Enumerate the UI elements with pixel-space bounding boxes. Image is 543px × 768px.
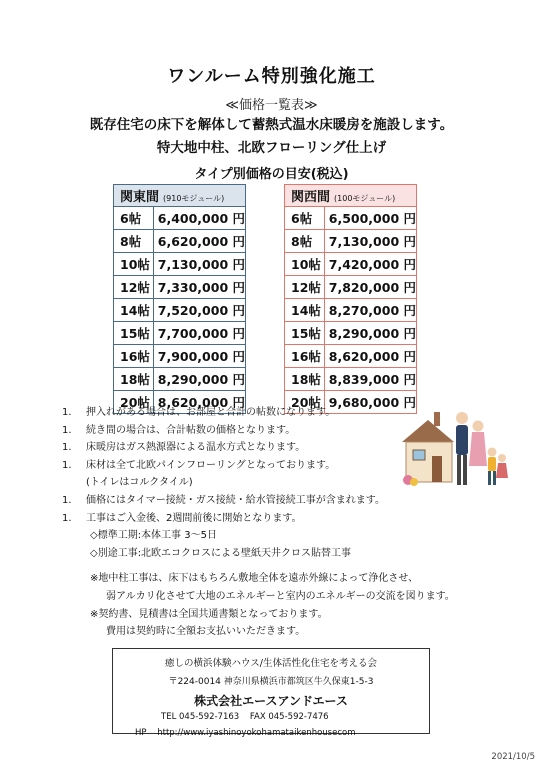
page-subtitle: ≪価格一覧表≫	[225, 98, 318, 113]
father-body	[456, 425, 468, 455]
size-cell: 6帖	[285, 207, 325, 230]
list-marker: 1.	[62, 459, 72, 471]
table-row	[285, 322, 417, 345]
price-cell: 7,420,000 円	[324, 253, 416, 276]
special-note: ※地中柱工事は、床下はもちろん敷地全体を遠赤外線によって浄化させ、	[90, 573, 419, 584]
price-cell: 8,290,000 円	[153, 368, 245, 391]
house-roof	[402, 420, 454, 442]
size-cell: 6帖	[114, 207, 154, 230]
phone-fax-line	[161, 712, 477, 722]
table-row	[114, 207, 246, 230]
price-cell: 7,130,000 円	[324, 230, 416, 253]
table-row	[285, 276, 417, 299]
price-cell: 8,620,000 円	[153, 391, 245, 414]
note-subtext: ◇別途工事:北欧エコクロスによる壁紙天井クロス貼替工事	[90, 547, 352, 559]
list-marker: 1.	[62, 424, 72, 436]
size-cell: 12帖	[114, 276, 154, 299]
price-cell: 7,520,000 円	[153, 299, 245, 322]
price-cell: 7,700,000 円	[153, 322, 245, 345]
list-item	[62, 457, 385, 475]
father-head	[456, 412, 468, 424]
size-cell: 10帖	[285, 253, 325, 276]
company-name: 株式会社エースアンドエース	[194, 694, 348, 708]
size-cell: 18帖	[285, 368, 325, 391]
page-title: ワンルーム特別強化施工	[167, 66, 376, 87]
table-title: タイプ別価格の目安(税込)	[194, 167, 349, 182]
house-chimney	[434, 412, 440, 426]
child-body	[488, 457, 496, 471]
price-cell: 6,620,000 円	[153, 230, 245, 253]
kansai-region: 関西間	[291, 190, 331, 205]
organization-name: 癒しの横浜体験ハウス/生体活性化住宅を考える会	[165, 658, 377, 669]
table-row	[285, 368, 417, 391]
house-window	[413, 450, 425, 460]
kanto-header	[114, 185, 246, 207]
size-cell: 8帖	[285, 230, 325, 253]
house-wall	[406, 442, 452, 482]
note-text: 続き間の場合は、合計帖数の価格となります。	[86, 424, 296, 436]
note-text: 工事はご入金後、2週間前後に開始となります。	[86, 512, 302, 524]
size-cell: 10帖	[114, 253, 154, 276]
note-text: 床材は全て北欧パインフローリングとなっております。	[86, 459, 336, 471]
special-notes	[90, 570, 455, 641]
price-cell: 7,820,000 円	[324, 276, 416, 299]
special-note: 費用は契約時に全額お支払いいただきます。	[106, 626, 306, 638]
list-item	[62, 492, 385, 510]
house-door	[432, 456, 442, 482]
notes-list	[62, 404, 385, 562]
note-text: 押入れがある場合は、お部屋と合計の帖数になります。	[86, 407, 336, 418]
phone-number: TEL 045-592-7163	[161, 712, 240, 722]
contact-box	[112, 648, 430, 738]
table-row	[285, 253, 417, 276]
table-row	[114, 230, 246, 253]
size-cell: 20帖	[114, 391, 154, 414]
price-cell: 9,680,000 円	[324, 391, 416, 414]
table-row	[114, 299, 246, 322]
table-row	[285, 299, 417, 322]
size-cell: 14帖	[114, 299, 154, 322]
address: 〒224-0014 神奈川県横浜市都筑区牛久保東1-5-3	[168, 677, 374, 687]
list-item	[62, 422, 385, 440]
list-item	[62, 404, 385, 422]
price-cell: 7,900,000 円	[153, 345, 245, 368]
size-cell: 12帖	[285, 276, 325, 299]
size-cell: 8帖	[114, 230, 154, 253]
kanto-module: (910モジュール)	[163, 194, 225, 203]
website-label: HP	[135, 728, 147, 738]
house-family-illustration	[398, 408, 510, 492]
price-cell: 8,290,000 円	[324, 322, 416, 345]
fax-number: FAX 045-592-7476	[249, 712, 329, 722]
size-cell: 16帖	[114, 345, 154, 368]
kanto-region: 関東間	[120, 190, 160, 205]
list-marker: 1.	[62, 494, 72, 506]
lead-text-2: 特大地中柱、北欧フローリング仕上げ	[156, 140, 387, 156]
child-head	[488, 448, 497, 457]
size-cell: 14帖	[285, 299, 325, 322]
price-cell: 8,839,000 円	[324, 368, 416, 391]
kansai-module: (100モジュール)	[334, 194, 396, 203]
special-note: ※契約書、見積書は全国共通書類となっております。	[90, 608, 328, 620]
price-cell: 7,330,000 円	[153, 276, 245, 299]
price-cell: 8,270,000 円	[324, 299, 416, 322]
table-row	[114, 276, 246, 299]
size-cell: 18帖	[114, 368, 154, 391]
table-row	[114, 368, 246, 391]
price-cell: 7,130,000 円	[153, 253, 245, 276]
table-row	[114, 322, 246, 345]
document-date: 2021/10/5	[491, 752, 535, 762]
kansai-price-table	[284, 184, 417, 414]
list-marker: 1.	[62, 442, 72, 454]
price-cell: 6,500,000 円	[324, 207, 416, 230]
list-marker: 1.	[62, 512, 72, 524]
lead-text: 既存住宅の床下を解体して蓄熱式温水床暖房を施設します。	[89, 117, 454, 133]
special-note: 弱アルカリ化させて大地のエネルギーと室内のエネルギーの交流を図ります。	[106, 590, 455, 602]
price-cell: 6,400,000 円	[153, 207, 245, 230]
table-row	[285, 345, 417, 368]
website-url: http://www.iyashinoyokohamataikenhousecom	[157, 728, 356, 738]
table-row	[285, 207, 417, 230]
list-item	[62, 439, 385, 457]
size-cell: 20帖	[285, 391, 325, 414]
note-text: 価格にはタイマー接続・ガス接続・給水管接続工事が含まれます。	[86, 494, 385, 506]
note-text: 床暖房はガス熱源器による温水方式となります。	[86, 442, 306, 454]
kansai-header	[285, 185, 417, 207]
size-cell: 16帖	[285, 345, 325, 368]
note-subtext: ◇標準工期:本体工事 3～5日	[90, 530, 217, 542]
list-item	[62, 510, 385, 528]
list-marker: 1.	[62, 407, 72, 418]
mother-body	[469, 432, 487, 466]
website-line	[135, 728, 451, 738]
size-cell: 15帖	[114, 322, 154, 345]
note-subtext: (トイレはコルクタイル)	[86, 477, 193, 489]
table-row	[285, 230, 417, 253]
table-row	[114, 345, 246, 368]
kanto-price-table	[113, 184, 246, 414]
size-cell: 15帖	[285, 322, 325, 345]
mother-head	[473, 421, 484, 432]
table-row	[114, 253, 246, 276]
price-cell: 8,620,000 円	[324, 345, 416, 368]
